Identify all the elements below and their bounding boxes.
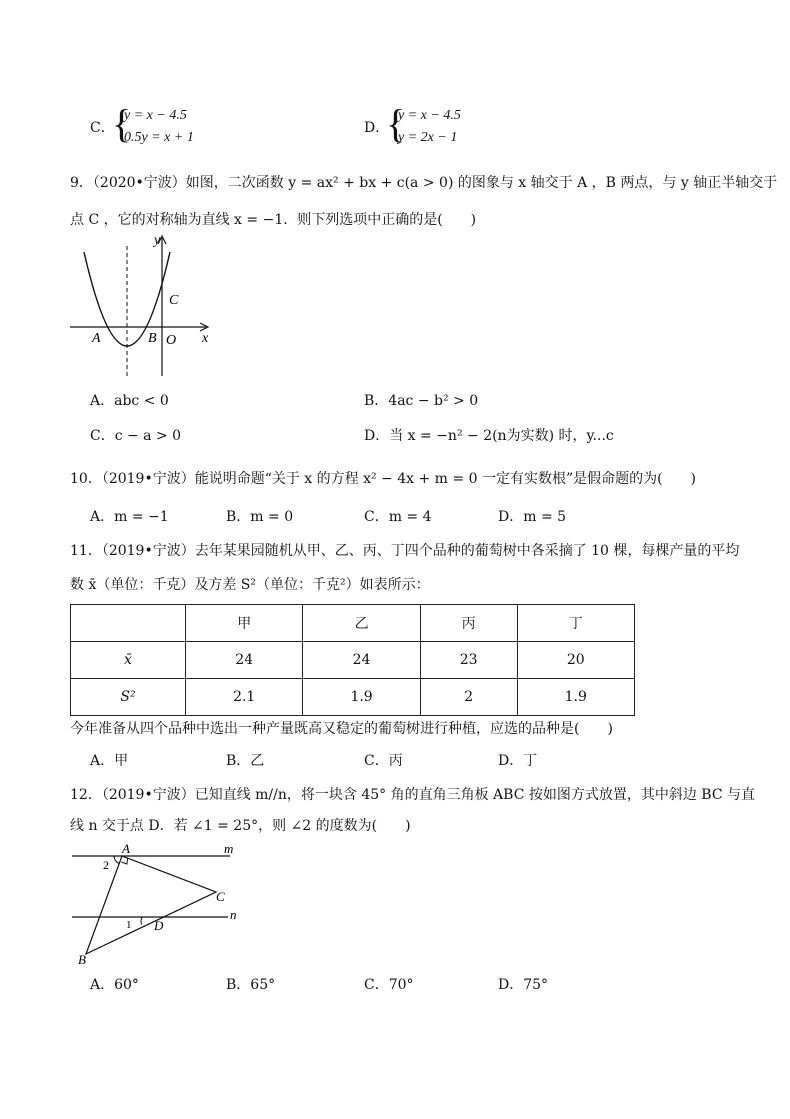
label-B: B [148, 331, 157, 346]
table-cell: 23 [420, 642, 517, 679]
angle-2-arc [114, 856, 120, 864]
table-row-label: x̄ [71, 642, 186, 679]
label-angle-1: 1 [126, 919, 132, 931]
q9-stem-line1: 9．（2020•宁波）如图，二次函数 y = ax² + bx + c(a > 0) 的图象与 x 轴交于 A ，B 两点，与 y 轴正半轴交于 [70, 175, 778, 191]
q12-stem-line1: 12．（2019•宁波）已知直线 m//n，将一块含 45° 角的直角三角板 ABC 按如图方式放置，其中斜边 BC 与直 [70, 787, 756, 803]
q11-stem-line1: 11．（2019•宁波）去年某果园随机从甲、乙、丙、丁四个品种的葡萄树中各采摘了 10 棵，每棵产量的平均 [70, 543, 740, 559]
table-header-cell: 丙 [420, 605, 517, 642]
q8-option-d-line2: y = 2x − 1 [398, 130, 458, 145]
q8-option-d-line1: y = x − 4.5 [398, 108, 461, 123]
q12-option-d: D．75° [498, 977, 549, 993]
q8-option-c-line2: 0.5y = x + 1 [124, 130, 194, 145]
table-row [71, 679, 635, 716]
q10-option-d: D．m = 5 [498, 509, 567, 525]
q8-option-d-label: D． [364, 120, 390, 136]
label-D: D [154, 918, 164, 933]
label-y: y [154, 233, 161, 248]
q10-option-a: A．m = −1 [90, 509, 169, 525]
q12-triangle-figure [66, 840, 256, 970]
q11-stem-line2: 数 x̄（单位：千克）及方差 S²（单位：千克²）如表所示： [70, 577, 430, 593]
table-cell: 2 [420, 679, 517, 716]
q10-option-b: B．m = 0 [226, 509, 294, 525]
label-angle-2: 2 [103, 858, 109, 872]
q9-option-a: A．abc < 0 [90, 393, 169, 409]
label-A: A [122, 841, 130, 856]
label-x: x [202, 331, 209, 346]
label-C: C [216, 889, 225, 904]
q9-stem-line2: 点 C ，它的对称轴为直线 x = −1．则下列选项中正确的是( ) [70, 212, 477, 228]
label-C: C [169, 293, 179, 308]
label-O: O [166, 333, 177, 348]
table-header-cell: 甲 [186, 605, 303, 642]
table-header-row [71, 605, 635, 642]
table-row [71, 642, 635, 679]
q12-option-a: A．60° [90, 977, 139, 993]
table-header-cell [71, 605, 186, 642]
q10-stem-line1: 10．（2019•宁波）能说明命题“关于 x 的方程 x² − 4x + m = 0 一定有实数根”是假命题的为( ) [70, 471, 697, 487]
q11-option-b: B．乙 [226, 753, 265, 769]
table-header-cell: 丁 [517, 605, 634, 642]
table-row-label: S² [71, 679, 186, 716]
q11-data-table [70, 604, 635, 716]
label-m: m [224, 841, 234, 856]
q9-parabola-figure [66, 230, 216, 380]
q9-option-b: B．4ac − b² > 0 [364, 393, 479, 409]
table-cell: 24 [303, 642, 420, 679]
q12-stem-line2: 线 n 交于点 D．若 ∠1 = 25°，则 ∠2 的度数为( ) [70, 818, 411, 834]
q9-option-c: C．c − a > 0 [90, 428, 182, 444]
table-cell: 24 [186, 642, 303, 679]
q8-option-d-brace: { [386, 101, 406, 146]
q8-option-c-brace: { [112, 101, 132, 146]
table-cell: 2.1 [186, 679, 303, 716]
table-cell: 20 [517, 642, 634, 679]
label-B: B [78, 952, 86, 967]
table-header-cell: 乙 [303, 605, 420, 642]
label-n: n [230, 907, 237, 922]
q9-option-d: D．当 x = −n² − 2(n为实数) 时，y...c [364, 428, 614, 444]
q11-option-c: C．丙 [364, 753, 403, 769]
table-cell: 1.9 [517, 679, 634, 716]
q12-option-b: B．65° [226, 977, 276, 993]
q11-option-a: A．甲 [90, 753, 129, 769]
right-angle-marker [121, 858, 127, 864]
q11-stem-line3: 今年准备从四个品种中选出一种产量既高又稳定的葡萄树进行种植，应选的品种是( ) [70, 721, 613, 737]
q8-option-c-label: C． [90, 120, 115, 136]
table-cell: 1.9 [303, 679, 420, 716]
q11-option-d: D．丁 [498, 753, 538, 769]
q12-option-c: C．70° [364, 977, 414, 993]
label-A: A [92, 331, 101, 346]
angle-1-arc [141, 917, 142, 925]
q10-option-c: C．m = 4 [364, 509, 432, 525]
q8-option-c-line1: y = x − 4.5 [124, 108, 187, 123]
